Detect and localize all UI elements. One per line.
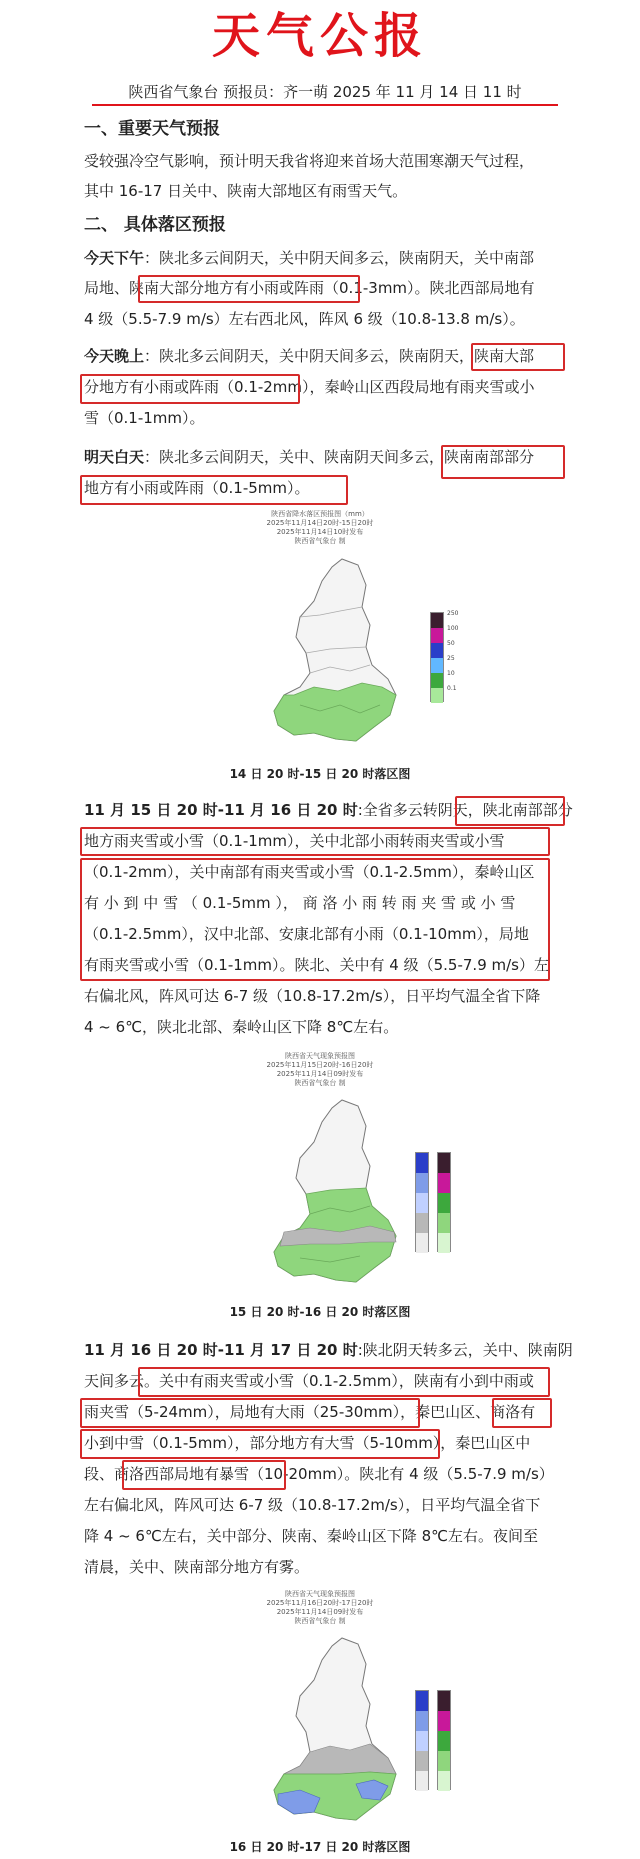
p2-line-1: 今天晚上：陕北多云间阴天，关中阴天间多云，陕南阴天，陕南大部 xyxy=(84,347,535,365)
p4-line-1: 11 月 15 日 20 时-11 月 16 日 20 时:全省多云转阴天，陕北南部部分 xyxy=(84,801,573,819)
section1-line-2: 其中 16-17 日关中、陕南大部地区有雨雪天气。 xyxy=(84,182,408,200)
p2-label: 今天晚上 xyxy=(84,347,145,365)
map1-title: 陕西省降水落区预报图（mm） 2025年11月14日20时-15日20时 2025年11月14日10时发布 陕西省气象台 制 xyxy=(266,510,374,545)
p2-line-2: 分地方有小雨或阵雨（0.1-2mm），秦岭山区西段局地有雨夹雪或小 xyxy=(84,378,535,396)
map3-legend-a xyxy=(415,1690,429,1790)
p3-line-1: 明天白天：陕北多云间阴天，关中、陕南阴天间多云，陕南南部部分 xyxy=(84,448,535,466)
p4-label: 11 月 15 日 20 时-11 月 16 日 20 时 xyxy=(84,801,358,819)
map2-title: 陕西省天气现象预报图 2025年11月15日20时-16日20时 2025年11月14日09时发布 陕西省气象台 制 xyxy=(266,1052,374,1087)
p5-line-2: 天间多云。关中有雨夹雪或小雪（0.1-2.5mm），陕南有小到中雨或 xyxy=(84,1372,534,1390)
p1-line-2: 局地、陕南大部分地方有小雨或阵雨（0.1-3mm）。陕北西部局地有 xyxy=(84,279,535,297)
p3-label: 明天白天 xyxy=(84,448,145,466)
p4-line-2: 地方雨夹雪或小雪（0.1-1mm），关中北部小雨转雨夹雪或小雪 xyxy=(84,832,505,850)
section1-line-1: 受较强冷空气影响，预计明天我省将迎来首场大范围寒潮天气过程， xyxy=(84,152,535,170)
p3-line-2: 地方有小雨或阵雨（0.1-5mm）。 xyxy=(84,479,310,497)
p5-line-3: 雨夹雪（5-24mm），局地有大雨（25-30mm），秦巴山区、商洛有 xyxy=(84,1403,536,1421)
p5-line-1: 11 月 16 日 20 时-11 月 17 日 20 时:陕北阴天转多云，关中、陕南阴 xyxy=(84,1341,573,1359)
p4-line-4: 有 小 到 中 雪 （ 0.1-5mm ）， 商 洛 小 雨 转 雨 夹 雪 或 小 雪 xyxy=(84,894,516,912)
p4-line-6: 有雨夹雪或小雪（0.1-1mm）。陕北、关中有 4 级（5.5-7.9 m/s）左 xyxy=(84,956,549,974)
section-heading-important: 一、重要天气预报 xyxy=(84,119,220,139)
map1-legend xyxy=(430,612,444,702)
bulletin-page: 天气公报 陕西省气象台 预报员：齐一萌 2025 年 11 月 14 日 11 时 一、重要天气预报 受较强冷空气影响，预计明天我省将迎来首场大范围寒潮天气过程， 其中 16-17 日关中、陕南大部地区有雨雪天气。 二、 具体落区预报 今天下午：陕北多云间阴天，关中阴天间多云，陕南阴天，关中南部 局地、陕南大部分地方有小雨或阵雨（0.1-3mm）。陕北西部局地有 4 级（5.5-7.9 m/s）左右西北风，阵风 6 级（10.8-13.8 m/s）。 今天晚上：陕北多云间阴天，关中阴天间多云，陕南阴天，陕南大部 分地方有小雨或阵雨（0.1-2mm），秦岭山区西段局地有雨夹雪或小 雪（0.1-1mm）。 明天白天：陕北多云间阴天，关中、陕南阴天间多云，陕南南部部分 地方有小雨或阵雨（0.1-5mm）。 陕西省降水落区预报图（mm） 2025年11月14日20时-15日20时 2025年11月14日10时发布 陕西省气象台 制 250 100 50 25 10 0.1 14 日 20 时-15 日 20 时落区图 11 月 15 日 20 时-11 月 16 日 20 时:全省多云转阴天，陕北南部部分 地方雨夹雪或小雪（0.1-1mm），关中北部小雨转雨夹雪或小雪 （0.1-2mm），关中南部有雨夹雪或小雪（0.1-2.5mm），秦岭山区 有 小 到 中 雪 （ 0.1-5mm ）， 商 洛 小 雨 转 雨 夹 雪 或 小 雪 （0.1-2.5mm），汉中北部、安康北部有小雨（0.1-10mm），局地 有雨夹雪或小雪（0.1-1mm）。陕北、关中有 4 级（5.5-7.9 m/s）左 右偏北风，阵风可达 6-7 级（10.8-17.2m/s），日平均气温全省下降 4 ~ 6℃，陕北北部、秦岭山区下降 8℃左右。 陕西省天气现象预报图 2025年11月15日20时-16日20时 2025年11月14日09时发布 陕西省气象台 制 15 日 20 时-16 日 20 时落区图 11 月 16 日 20 时-11 月 17 日 20 时:陕北阴天转多云，关中、陕南阴 天间多云。关中有雨夹雪或小雪（0.1-2.5mm），陕南有小到中雨或 雨夹雪（5-24mm），局地有大雨（25-30mm），秦巴山区、商洛有 小到中雪（0.1-5mm），部分地方有大雪（5-10mm），秦巴山区中 段、商洛西部局地有暴雪（10-20mm）。陕北有 4 级（5.5-7.9 m/s） 左右偏北风，阵风可达 6-7 级（10.8-17.2m/s），日平均气温全省下 降 4 ~ 6℃左右，关中部分、陕南、秦岭山区下降 8℃左右。夜间至 清晨，关中、陕南部分地方有雾。 陕西省天气现象预报图 2025年11月16日20时-17日20时 2025年11月14日09时发布 陕西省气象台 制 16 日 20 时-17 日 20 时落区图 xyxy=(0,0,640,1859)
p5-line-5: 段、商洛西部局地有暴雪（10-20mm）。陕北有 4 级（5.5-7.9 m/s） xyxy=(84,1465,554,1483)
header-divider xyxy=(92,104,558,106)
p4-line-3: （0.1-2mm），关中南部有雨夹雪或小雪（0.1-2.5mm），秦岭山区 xyxy=(84,863,535,881)
p1-line-3: 4 级（5.5-7.9 m/s）左右西北风，阵风 6 级（10.8-13.8 m/s）。 xyxy=(84,310,525,328)
issuer-line: 陕西省气象台 预报员：齐一萌 2025 年 11 月 14 日 11 时 xyxy=(128,83,522,101)
p5-line-6: 左右偏北风，阵风可达 6-7 级（10.8-17.2m/s），日平均气温全省下 xyxy=(84,1496,541,1514)
p4-line-8: 4 ~ 6℃，陕北北部、秦岭山区下降 8℃左右。 xyxy=(84,1018,399,1036)
map3-title: 陕西省天气现象预报图 2025年11月16日20时-17日20时 2025年11月14日09时发布 陕西省气象台 制 xyxy=(266,1590,374,1625)
section-heading-detail: 二、 具体落区预报 xyxy=(84,215,226,235)
map1-shaanxi xyxy=(270,555,400,745)
p5-line-7: 降 4 ~ 6℃左右，关中部分、陕南、秦岭山区下降 8℃左右。夜间至 xyxy=(84,1527,538,1545)
map2-legend-a xyxy=(415,1152,429,1252)
p1-line-1: 今天下午：陕北多云间阴天，关中阴天间多云，陕南阴天，关中南部 xyxy=(84,249,535,267)
p5-line-4: 小到中雪（0.1-5mm），部分地方有大雪（5-10mm），秦巴山区中 xyxy=(84,1434,531,1452)
map1-caption: 14 日 20 时-15 日 20 时落区图 xyxy=(229,767,411,781)
map2-legend-b xyxy=(437,1152,451,1252)
map2-caption: 15 日 20 时-16 日 20 时落区图 xyxy=(229,1305,411,1319)
p5-line-8: 清晨，关中、陕南部分地方有雾。 xyxy=(84,1558,310,1576)
map2-shaanxi xyxy=(270,1096,400,1286)
p5-label: 11 月 16 日 20 时-11 月 17 日 20 时 xyxy=(84,1341,358,1359)
bulletin-title: 天气公报 xyxy=(211,8,428,64)
p4-line-5: （0.1-2.5mm），汉中北部、安康北部有小雨（0.1-10mm），局地 xyxy=(84,925,529,943)
p4-line-7: 右偏北风，阵风可达 6-7 级（10.8-17.2m/s），日平均气温全省下降 xyxy=(84,987,541,1005)
map3-caption: 16 日 20 时-17 日 20 时落区图 xyxy=(229,1840,411,1854)
map3-legend-b xyxy=(437,1690,451,1790)
p2-line-3: 雪（0.1-1mm）。 xyxy=(84,409,205,427)
p1-label: 今天下午 xyxy=(84,249,145,267)
map3-shaanxi xyxy=(270,1634,400,1824)
